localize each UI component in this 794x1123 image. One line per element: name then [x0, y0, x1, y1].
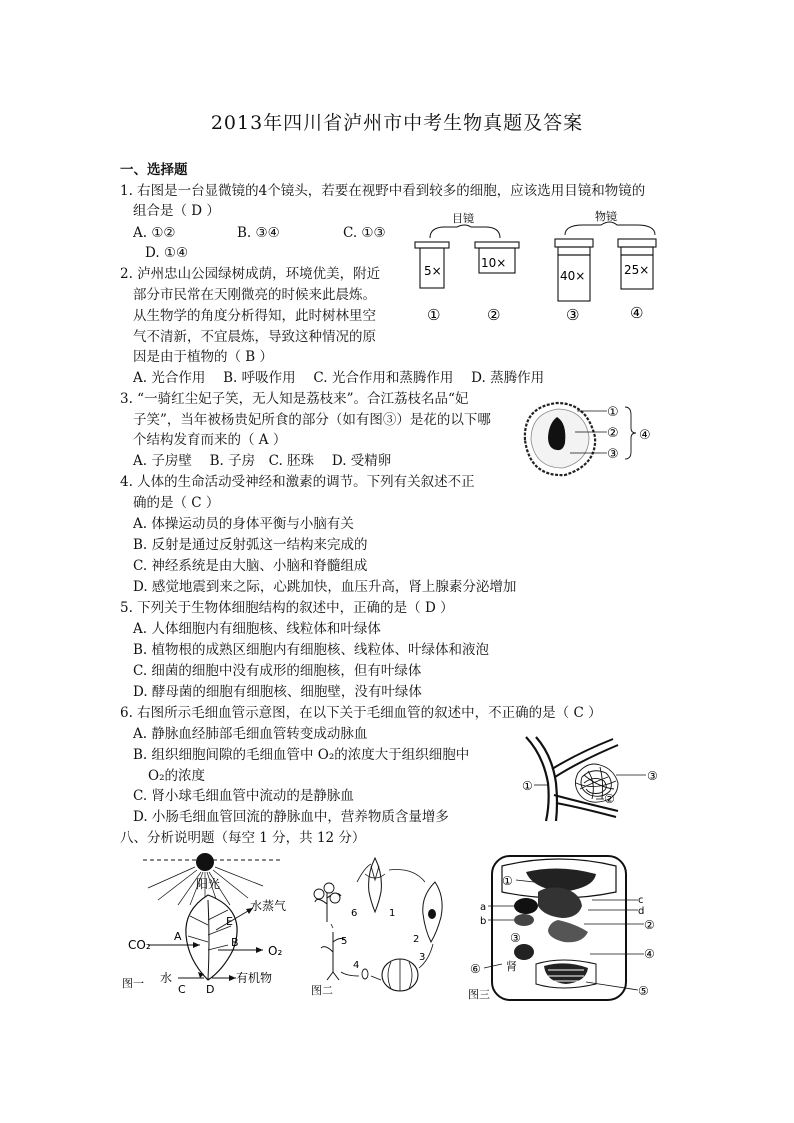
lens-4-number: ④	[630, 304, 644, 322]
lens-2-mag: 10×	[481, 256, 507, 270]
fig3-label-2: ②	[644, 918, 655, 932]
fig3-label-b: b	[480, 916, 487, 927]
fig1-label-c: C	[178, 983, 186, 996]
fig1-vapor-label: 水蒸气	[250, 899, 287, 913]
organ-a	[514, 898, 538, 914]
eyepiece-label: 目镜	[452, 212, 474, 225]
eyepiece-brace	[430, 225, 500, 238]
fig1-sun-label: 阳光	[196, 877, 221, 891]
seed	[362, 969, 368, 979]
q5-option-d: D. 酵母菌的细胞有细胞核、细胞壁，没有叶绿体	[133, 684, 422, 700]
q6-option-d: D. 小肠毛细血管回流的静脉血中，营养物质含量增多	[133, 809, 449, 825]
capillary-figure	[518, 733, 668, 823]
q6-option-c: C. 肾小球毛细血管中流动的是静脉血	[133, 788, 354, 804]
fig3-label-3: ③	[510, 931, 521, 945]
fig3-label-c: c	[638, 895, 644, 906]
lens-3-number: ③	[566, 306, 580, 324]
capillary-label-2: ②	[604, 792, 615, 806]
q1-option-c: C. ①③	[343, 225, 386, 241]
fig3-label-d: d	[638, 906, 645, 917]
q6-option-b-line2: O₂的浓度	[148, 768, 205, 784]
q4-option-b: B. 反射是通过反射弧这一结构来完成的	[133, 537, 368, 553]
q4-option-d: D. 感觉地震到来之际，心跳加快，血压升高，肾上腺素分泌增加	[133, 579, 517, 595]
fig3-kidney-label: 肾	[506, 960, 517, 973]
q6-option-a: A. 静脉血经肺部毛细血管转变成动脉血	[133, 726, 368, 742]
fig1-caption: 图一	[122, 977, 144, 990]
fig1-label-e: E	[226, 915, 233, 928]
lychee-figure	[515, 395, 685, 485]
fig2-caption: 图二	[311, 984, 333, 997]
sun-icon	[196, 853, 214, 871]
q4-line2: 确的是（ C ）	[133, 495, 220, 511]
q2-line4: 气不清新，不宜晨炼，导致这种情况的原	[133, 329, 376, 345]
q1-stem-line2: 组合是（ D ）	[133, 203, 220, 219]
fig1-label-a: A	[174, 930, 182, 943]
fig2-label-1: 1	[389, 908, 396, 919]
section-heading-choice: 一、选择题	[120, 162, 188, 178]
lychee-label-1: ①	[607, 405, 619, 420]
q5-option-c: C. 细菌的细胞中没有成形的细胞核，但有叶绿体	[133, 663, 422, 679]
q1-option-b: B. ③④	[237, 225, 280, 241]
q2-options: A. 光合作用 B. 呼吸作用 C. 光合作用和蒸腾作用 D. 蒸腾作用	[133, 370, 545, 386]
fig3-label-6: ⑥	[470, 962, 481, 976]
fig2-label-6: 6	[351, 908, 358, 919]
lens-4-mag: 25×	[624, 263, 650, 277]
q3-line3: 个结构发育而来的（ A ）	[133, 432, 287, 448]
lens-3-mag: 40×	[560, 269, 586, 283]
fig1-organic-label: 有机物	[236, 971, 273, 985]
lychee-brace	[625, 407, 636, 459]
page-title: 2013年四川省泸州市中考生物真题及答案	[210, 112, 584, 134]
capillary-label-1: ①	[522, 779, 533, 793]
fig2-label-4: 4	[353, 960, 360, 971]
figure-2-lifecycle	[305, 852, 465, 1000]
fig1-label-d: D	[206, 983, 215, 996]
fig2-label-3: 3	[419, 952, 426, 963]
q4-option-a: A. 体操运动员的身体平衡与小脑有关	[133, 516, 354, 532]
objective-brace	[565, 222, 655, 235]
capillary-label-3: ③	[647, 769, 658, 783]
fig1-co2-label: CO₂	[128, 938, 151, 952]
q4-line1: 4. 人体的生命活动受神经和激素的调节。下列有关叙述不正	[120, 474, 475, 490]
q6-option-b-line1: B. 组织细胞间隙的毛细血管中 O₂的浓度大于组织细胞中	[133, 747, 470, 763]
q5-option-b: B. 植物根的成熟区细胞内有细胞核、线粒体、叶绿体和液泡	[133, 642, 490, 658]
organ-b	[514, 914, 534, 926]
figure-1-leaf	[118, 850, 303, 1000]
microscope-lens-figure	[405, 205, 675, 325]
q2-line1: 2. 泸州忠山公园绿树成荫，环境优美，附近	[120, 266, 381, 282]
q5-line1: 5. 下列关于生物体细胞结构的叙述中，正确的是（ D ）	[120, 600, 454, 616]
q3-line1: 3. “一骑红尘妃子笑，无人知是荔枝来”。合江荔枝名品“妃	[120, 391, 469, 407]
q1-option-d: D. ①④	[145, 245, 189, 261]
objective-label: 物镜	[595, 210, 617, 223]
fig2-label-2: 2	[413, 934, 420, 945]
lens-1-mag: 5×	[424, 264, 442, 278]
section-heading-analysis: 八、分析说明题（每空 1 分，共 12 分）	[120, 830, 366, 846]
q5-option-a: A. 人体细胞内有细胞核、线粒体和叶绿体	[133, 621, 381, 637]
fig3-caption: 图三	[468, 988, 490, 1001]
q3-options: A. 子房壁 B. 子房 C. 胚珠 D. 受精卵	[133, 453, 392, 469]
fig1-label-b: B	[231, 936, 239, 949]
q2-line3: 从生物学的角度分析得知，此时树林里空	[133, 308, 376, 324]
fig1-water-label: 水	[160, 971, 173, 985]
fig3-label-5: ⑤	[638, 984, 649, 998]
kidney	[514, 944, 534, 960]
q1-option-a: A. ①②	[133, 225, 176, 241]
fig3-label-1: ①	[502, 874, 513, 888]
lychee-label-2: ②	[607, 426, 619, 441]
lychee-label-3: ③	[607, 447, 619, 462]
q3-line2: 子笑”，当年被杨贵妃所食的部分（如有图③）是花的以下哪	[133, 412, 491, 428]
q4-option-c: C. 神经系统是由大脑、小脑和脊髓组成	[133, 558, 368, 574]
fig3-label-4: ④	[644, 947, 655, 961]
q1-stem-line1: 1. 右图是一台显微镜的4个镜头，若要在视野中看到较多的细胞，应该选用目镜和物镜的	[120, 183, 646, 199]
fig3-label-a: a	[480, 902, 487, 913]
flower-1	[369, 858, 382, 912]
lens-2-number: ②	[487, 306, 501, 324]
lens-1-number: ①	[427, 306, 441, 324]
fig1-o2-label: O₂	[268, 944, 283, 958]
q6-line1: 6. 右图所示毛细血管示意图，在以下关于毛细血管的叙述中，不正确的是（ C ）	[120, 705, 602, 721]
q2-line5: 因是由于植物的（ B ）	[133, 349, 274, 365]
q2-line2: 部分市民常在天刚微亮的时候来此晨炼。	[133, 287, 376, 303]
lychee-label-4: ④	[639, 428, 651, 443]
fig2-label-5: 5	[341, 936, 348, 947]
figure-3-body	[466, 852, 666, 1004]
